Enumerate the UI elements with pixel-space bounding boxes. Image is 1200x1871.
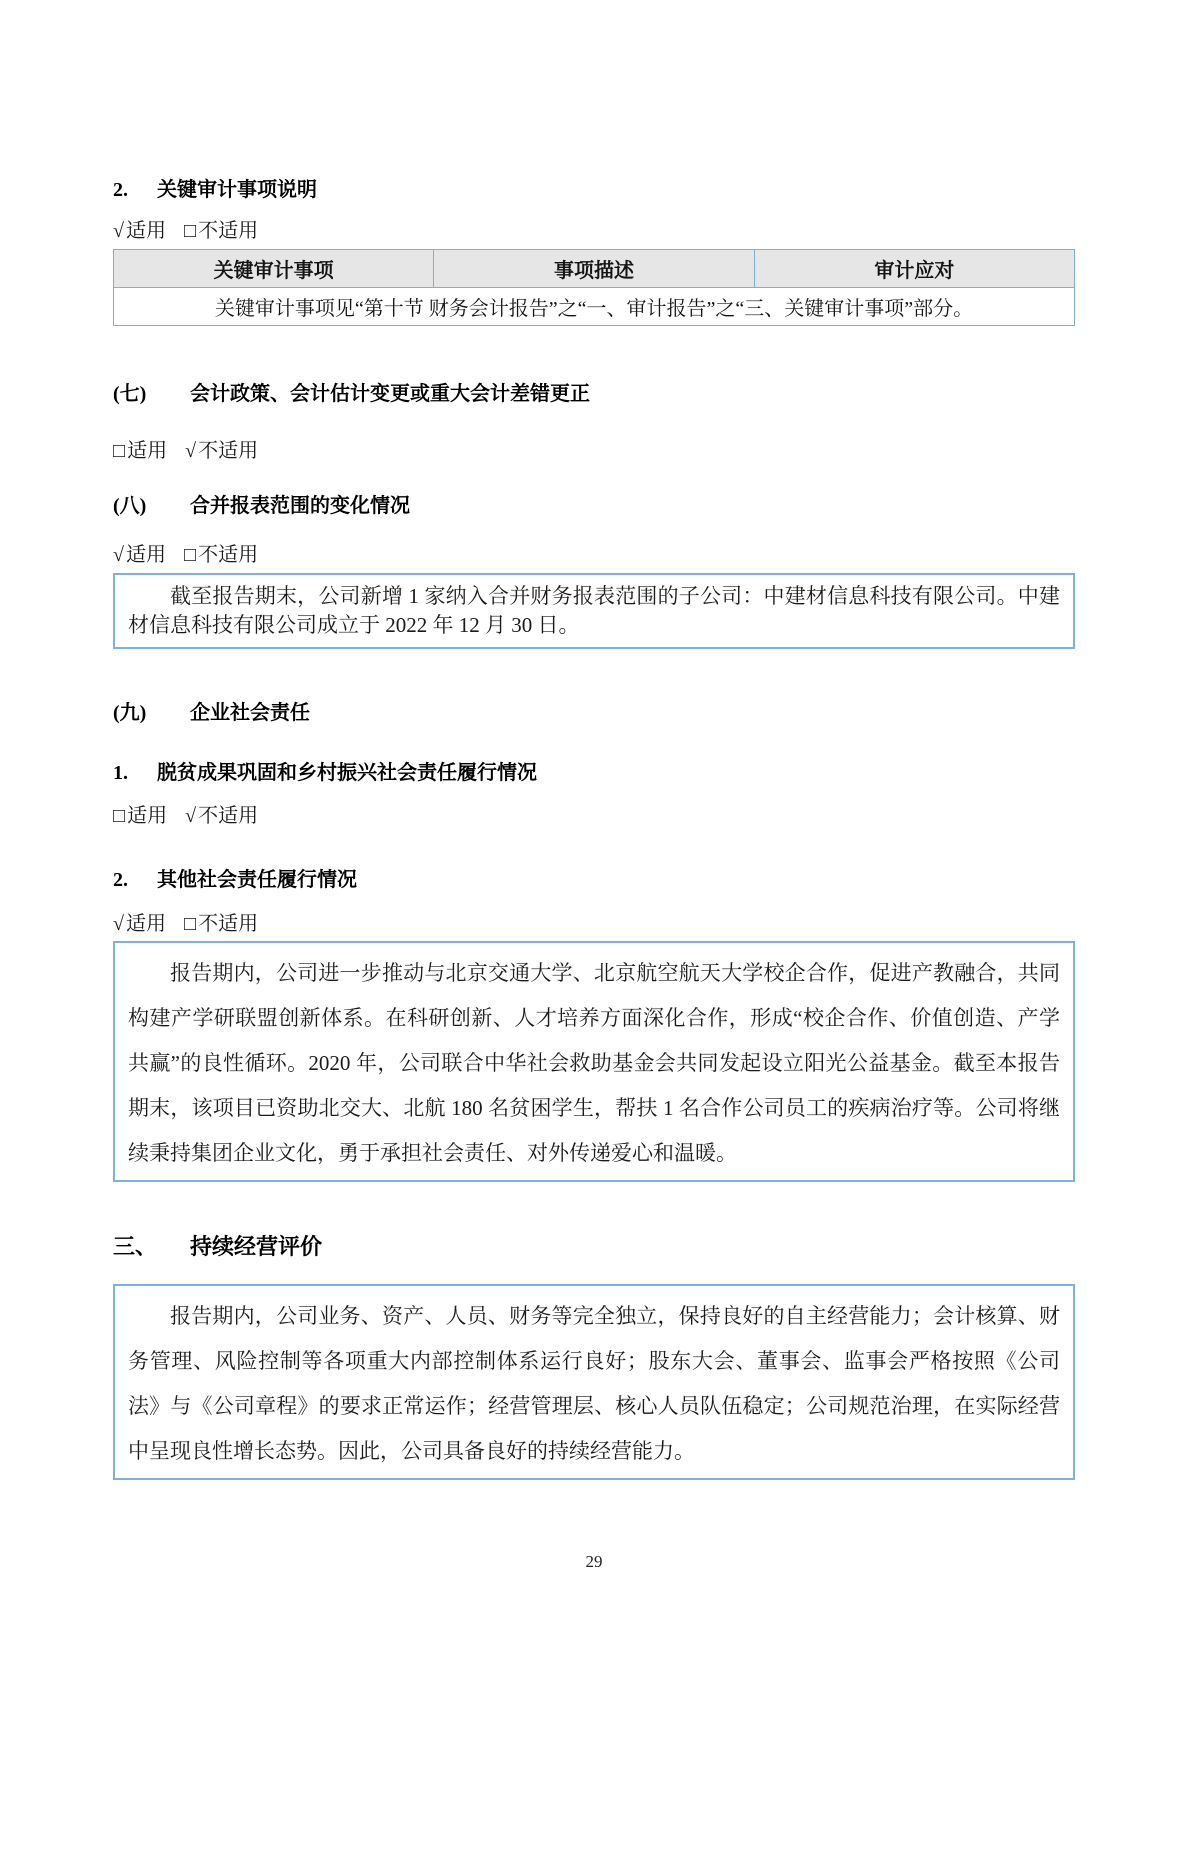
heading-number: (九) [113,702,147,724]
not-applicable-label: 不适用 [198,805,259,827]
applicable-option [113,544,166,566]
table-header-matter-description: 事项描述 [434,250,754,288]
checkbox-empty-icon: □ [183,913,197,935]
heading-corporate-social-responsibility [113,699,1075,727]
document-page [0,176,1200,1871]
check-icon: √ [185,805,197,827]
heading-accounting-policy-changes [113,380,1075,408]
check-icon: √ [113,913,124,935]
table-header-row [114,250,1075,288]
not-applicable-option [184,220,258,242]
heading-title: 合并报表范围的变化情况 [190,495,410,517]
applicable-label: 适用 [125,544,166,566]
text-box-consolidation-scope [113,573,1075,649]
heading-key-audit-matters [113,176,1075,204]
not-applicable-label: 不适用 [198,913,259,935]
check-icon: √ [113,220,124,242]
table-header-audit-response: 审计应对 [754,250,1074,288]
heading-other-social-responsibility [113,866,1075,894]
applicability-line [113,542,1075,568]
applicability-line [113,438,1075,464]
not-applicable-option [185,805,258,827]
page-number: 29 [585,1552,603,1571]
applicable-label: 适用 [127,440,168,462]
heading-number: (七) [113,383,147,405]
applicability-line [113,803,1075,829]
heading-title: 脱贫成果巩固和乡村振兴社会责任履行情况 [157,762,537,784]
heading-going-concern-evaluation [113,1232,1075,1262]
applicable-option [113,805,167,827]
text-box-social-responsibility [113,941,1075,1182]
checkbox-empty-icon: □ [113,805,126,827]
text-box-paragraph: 截至报告期末，公司新增 1 家纳入合并财务报表范围的子公司：中建材信息科技有限公司。中建材信息科技有限公司成立于 2022 年 12 月 30 日。 [128,584,1060,637]
not-applicable-option [184,544,258,566]
heading-number: 2. [113,869,128,891]
heading-title: 会计政策、会计估计变更或重大会计差错更正 [190,383,590,405]
check-icon: √ [185,440,197,462]
checkbox-empty-icon: □ [183,544,197,566]
text-box-going-concern [113,1284,1075,1480]
heading-number: (八) [113,495,147,517]
applicable-label: 适用 [125,913,166,935]
table-row [114,288,1075,326]
page-content [113,176,1075,1572]
not-applicable-label: 不适用 [198,544,259,566]
heading-number: 1. [113,762,128,784]
applicability-line [113,911,1075,937]
heading-title: 企业社会责任 [190,702,310,724]
checkbox-empty-icon: □ [113,440,126,462]
heading-consolidation-scope-changes [113,492,1075,520]
heading-poverty-alleviation [113,759,1075,787]
not-applicable-label: 不适用 [198,220,259,242]
applicability-line [113,218,1075,244]
heading-number: 2. [113,179,128,201]
text-box-paragraph: 报告期内，公司进一步推动与北京交通大学、北京航空航天大学校企合作，促进产教融合，共同构建产学研联盟创新体系。在科研创新、人才培养方面深化合作，形成“校企合作、价值创造、产学共赢”的良性循环。2020 年，公司联合中华社会救助基金会共同发起设立阳光公益基金。截至本报告期末，该项目已资助北交大、北航 180 名贫困学生，帮扶 1 名合作公司员工的疾病治疗等。公司将继续秉持集团企业文化，勇于承担社会责任、对外传递爱心和温暖。 [128,961,1060,1165]
table-header-key-audit-matter: 关键审计事项 [114,250,434,288]
not-applicable-option [185,440,258,462]
applicable-label: 适用 [127,805,168,827]
heading-title: 其他社会责任履行情况 [157,869,357,891]
heading-title: 关键审计事项说明 [157,179,317,201]
not-applicable-label: 不适用 [198,440,259,462]
heading-number: 三、 [113,1234,158,1259]
text-box-paragraph: 报告期内，公司业务、资产、人员、财务等完全独立，保持良好的自主经营能力；会计核算、财务管理、风险控制等各项重大内部控制体系运行良好；股东大会、董事会、监事会严格按照《公司法》与《公司章程》的要求正常运作；经营管理层、核心人员队伍稳定；公司规范治理，在实际经营中呈现良性增长态势。因此，公司具备良好的持续经营能力。 [128,1304,1060,1463]
checkbox-empty-icon: □ [183,220,197,242]
applicable-label: 适用 [125,220,166,242]
applicable-option [113,913,166,935]
check-icon: √ [113,544,124,566]
table-cell-merged: 关键审计事项见“第十节 财务会计报告”之“一、审计报告”之“三、关键审计事项”部分。 [114,288,1075,326]
heading-title: 持续经营评价 [190,1234,323,1259]
applicable-option [113,440,167,462]
not-applicable-option [184,913,258,935]
key-audit-matters-table [113,249,1075,326]
applicable-option [113,220,166,242]
